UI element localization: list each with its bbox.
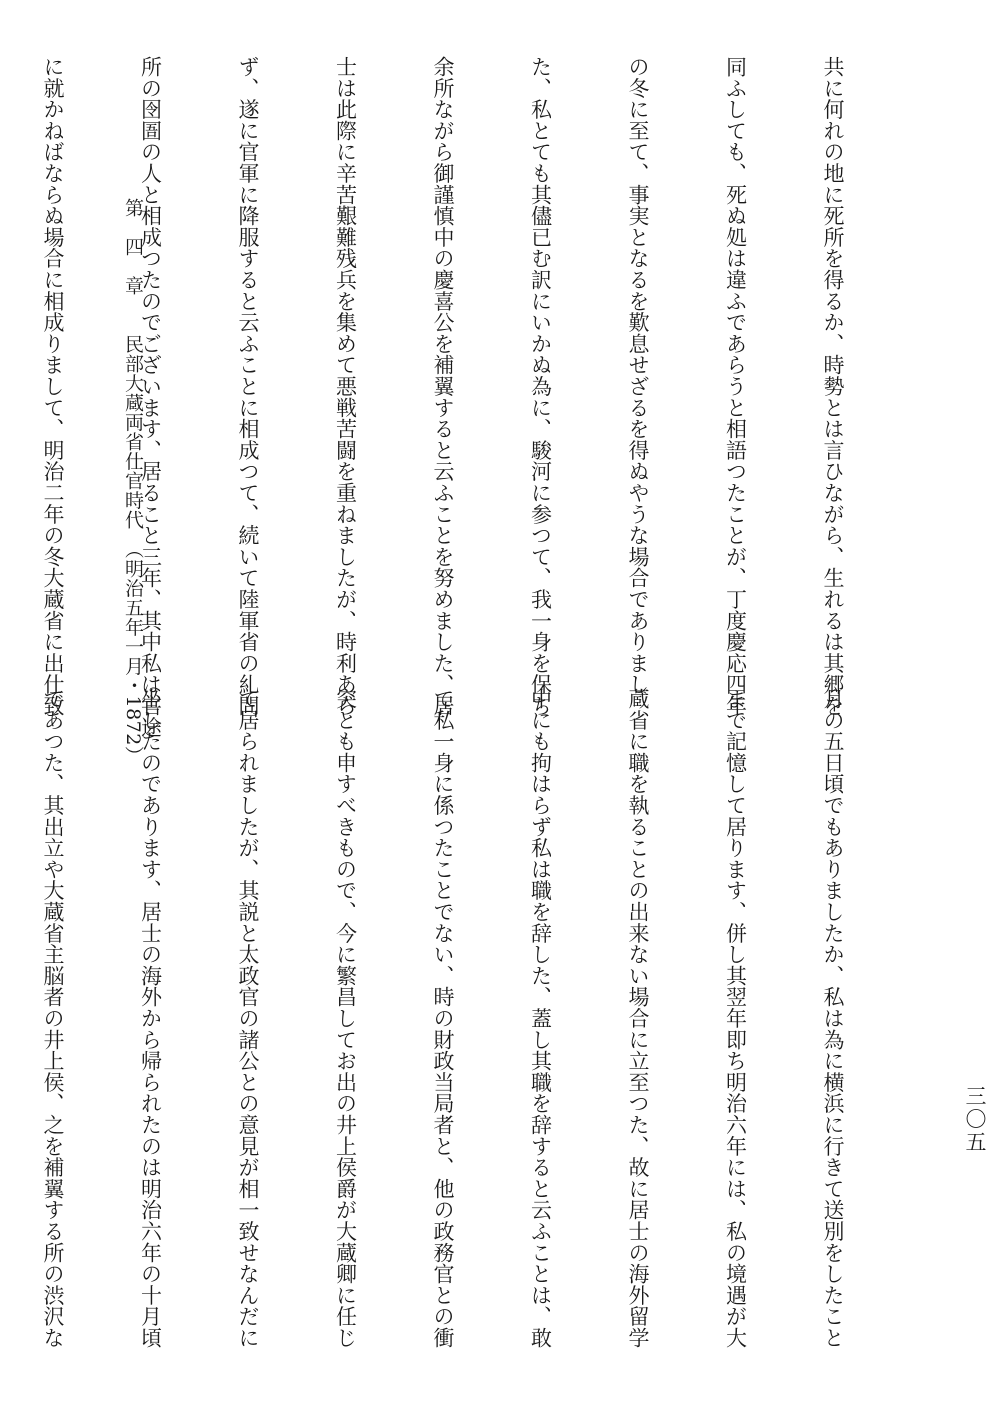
text-line: て私一身に係つたことでない、時の財政当局者と、他の政務官との衝 <box>431 688 455 1349</box>
text-line: まで記憶して居ります、併し其翌年即ち明治六年には、私の境遇が大 <box>723 688 748 1349</box>
text-line: 坐したのであります、居士の海外から帰られたのは明治六年の十月頃 <box>138 688 163 1349</box>
text-line: 共に何れの地に死所を得るか、時勢とは言ひながら、生れるは其郷を <box>821 56 845 717</box>
text-line: 余所ながら御謹慎中の慶喜公を補翼すると云ふことを努めました、居 <box>431 56 455 717</box>
text-line: 所の囹圄の人と相成つたのでございます、居ること三年、其中私は官途 <box>138 56 163 738</box>
text-line: た、私とても其儘已む訳にいかぬ為に、駿河に参つて、我一身を保ち <box>528 56 553 717</box>
page-number: 三〇五 <box>963 1085 987 1154</box>
text-line: の冬に至て、事実となるを歎息せざるを得ぬやうな場合でありまし <box>626 56 650 695</box>
text-line: 蔵省に職を執ることの出来ない場合に立至つた、故に居士の海外留学 <box>626 688 650 1349</box>
chapter-title: 民部大蔵両省仕官時代 <box>122 334 144 530</box>
text-line: に就かねばならぬ場合に相成りまして、明治二年の冬大蔵省に出仕致 <box>41 56 65 717</box>
text-line: ず、遂に官軍に降服すると云ふことに相成つて、続いて陸軍省の糺問 <box>236 56 260 717</box>
text-line: 同ふしても、死ぬ処は違ふであらうと相語つたことが、丁度慶応四年 <box>723 56 748 717</box>
chapter-label: 第 四 章 <box>122 198 144 296</box>
text-line: であつた、其出立や大蔵省主脳者の井上侯、之を補翼する所の渋沢な <box>41 688 65 1349</box>
text-line: 突とも申すべきもので、今に繁昌してお出の井上侯爵が大蔵卿に任じ <box>333 688 358 1349</box>
lower-text-block <box>41 688 914 1349</box>
period-label: （明治五年一月・1872） <box>122 549 144 766</box>
text-line: て居られましたが、其説と太政官の諸公との意見が相一致せなんだに <box>236 688 260 1349</box>
text-line: 士は此際に辛苦艱難残兵を集めて悪戦苦闘を重ねましたが、時利あら <box>333 56 358 717</box>
running-head <box>98 108 169 765</box>
text-line: 中にも拘はらず私は職を辞した、蓋し其職を辞すると云ふことは、敢 <box>528 688 553 1349</box>
text-line: 月の五日頃でもありましたか、私は為に横浜に行きて送別をしたこと <box>821 688 845 1349</box>
